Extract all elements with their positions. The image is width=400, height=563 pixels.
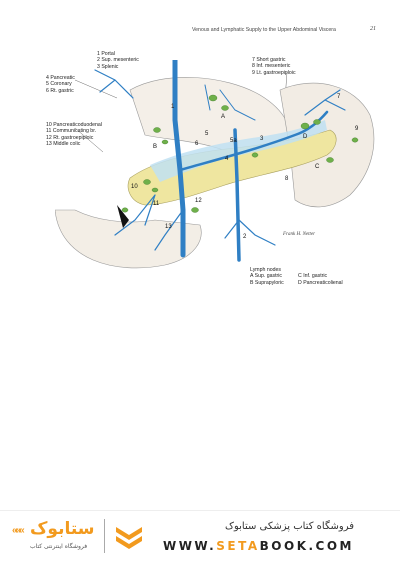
logo-divider	[104, 519, 105, 553]
legend-item: 5 Coronary	[46, 81, 72, 88]
logo-arrows-icon: «««	[12, 525, 23, 536]
lymph-node	[314, 120, 321, 125]
legend-item: 2 Sup. mesenteric	[97, 57, 139, 64]
figure-label: 6	[195, 141, 199, 147]
legend-item: 3 Splenic	[97, 63, 119, 70]
figure-label: 10	[131, 184, 138, 190]
legend-item: 11 Communicating br.	[46, 128, 97, 135]
figure-label: 7	[337, 94, 341, 100]
logo-subtitle: فروشگاه اینترنتی کتاب	[30, 543, 88, 550]
book-logo-icon	[112, 519, 146, 553]
artist-signature: Frank H. Netter	[283, 232, 316, 237]
store-url[interactable]	[163, 539, 354, 553]
lymph-node	[252, 153, 258, 157]
figure-label: 5a	[230, 138, 237, 144]
legend-item: 4 Pancreatic	[46, 75, 75, 81]
legend-item: 9 Lt. gastroepiploic	[252, 69, 296, 76]
figure-label: B	[153, 144, 158, 150]
page-number: 21	[370, 26, 376, 32]
coronary-branches	[95, 70, 133, 98]
lymph-item: B Suprapyloric	[250, 279, 284, 286]
publisher-footer	[0, 510, 400, 563]
url-prefix: WWW.	[162, 539, 217, 553]
url-accent: SETA	[216, 539, 260, 553]
store-title: فروشگاه کتاب پزشکی ستابوک	[225, 521, 354, 532]
figure-label: 1	[171, 104, 175, 110]
legend-item: 6 Rt. gastric	[46, 87, 74, 94]
lymph-node	[209, 95, 217, 101]
logo-word: ستابوک	[30, 519, 95, 539]
legend-item: 10 Pancreaticoduodenal	[46, 122, 102, 128]
lymph-node	[162, 140, 168, 144]
lymph-nodes-title: Lymph nodes	[250, 267, 281, 273]
figure-label: 12	[195, 198, 202, 204]
figure-label: 2	[243, 234, 247, 240]
figure-label: A	[221, 114, 226, 120]
lymph-node	[154, 128, 161, 133]
lymph-item: C Inf. gastric	[298, 273, 328, 280]
legend-item: 1 Portal	[97, 51, 115, 57]
lymph-node	[301, 123, 309, 129]
url-suffix: BOOK.COM	[259, 539, 354, 553]
leader-line	[75, 128, 103, 152]
lymph-node	[352, 138, 358, 142]
legend-item: 12 Rt. gastroepiploic	[46, 134, 94, 141]
figure-label: 11	[153, 201, 160, 207]
lymph-node	[144, 180, 151, 185]
lymph-node	[327, 158, 334, 163]
middle-colic-branches	[225, 220, 275, 245]
lymph-item: D Pancreaticolienal	[298, 279, 343, 286]
figure-label: 5	[205, 131, 209, 137]
lymph-nodes-legend	[250, 267, 343, 286]
figure-label: D	[303, 134, 308, 140]
figure-label: 4	[225, 156, 229, 162]
figure-label: 9	[355, 126, 359, 132]
lymph-node	[192, 208, 199, 213]
running-title: Venous and Lymphatic Supply to the Upper Abdominal Viscera	[192, 27, 336, 33]
lymph-row	[250, 280, 343, 286]
legend-item: 8 Inf. mesenteric	[252, 63, 291, 70]
lymph-node	[222, 106, 229, 111]
lymph-node	[152, 188, 158, 192]
anatomical-illustration	[55, 60, 385, 275]
lymph-node	[122, 208, 128, 212]
figure-label: 8	[285, 176, 289, 182]
colon-outline	[55, 210, 201, 268]
figure-label: C	[315, 164, 320, 170]
legend-item: 13 Middle colic	[46, 141, 81, 148]
figure-label: 3	[260, 136, 264, 142]
figure-label: 13	[165, 224, 172, 230]
legend-item: 7 Short gastric	[252, 57, 286, 63]
lymph-item: A Sup. gastric	[250, 273, 283, 280]
